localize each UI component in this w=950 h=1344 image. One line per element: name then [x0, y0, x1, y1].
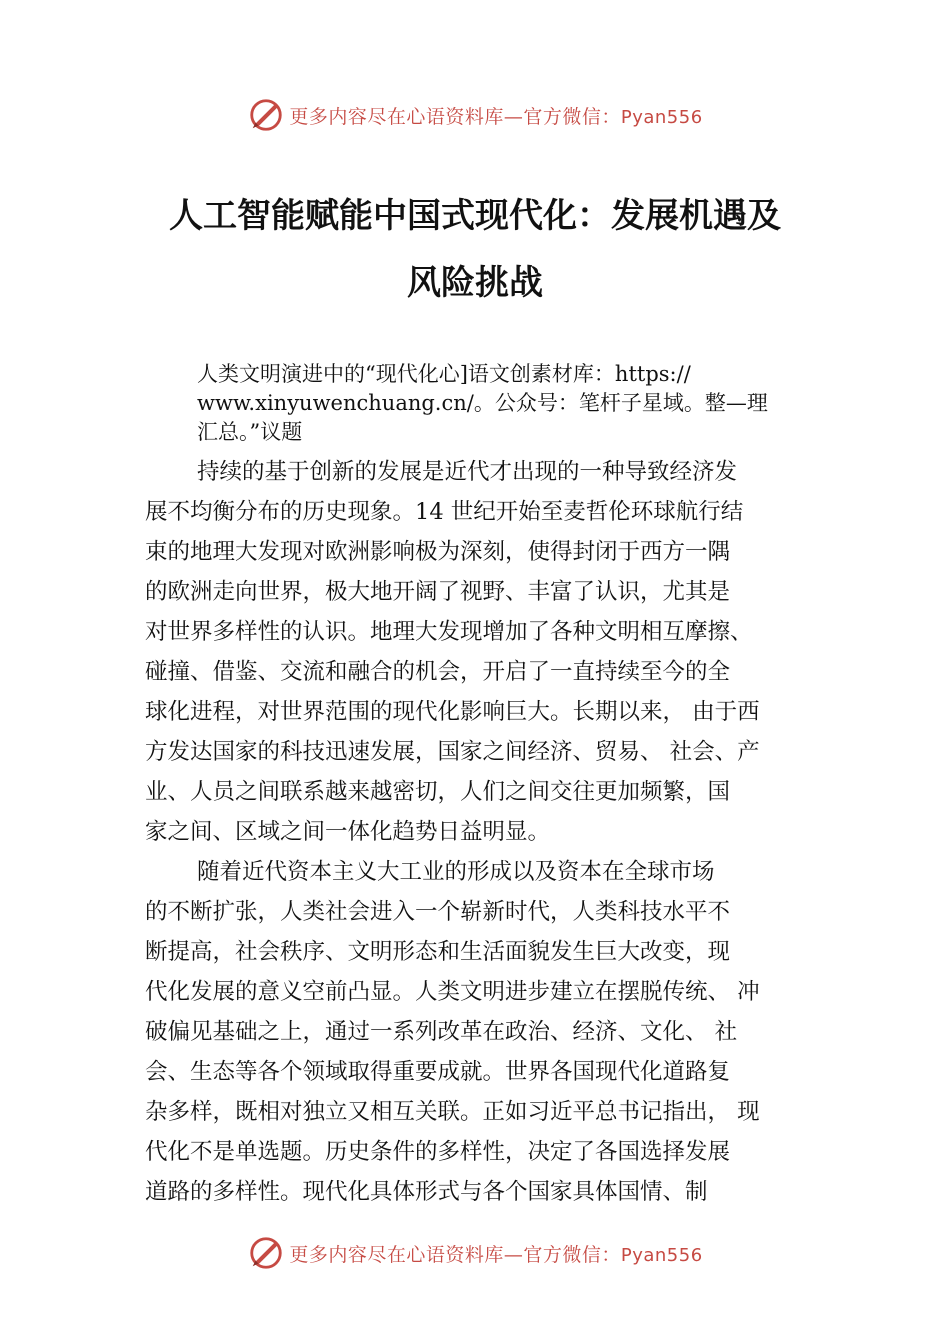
text-line: 束的地理大发现对欧洲影响极为深刻，使得封闭于西方一隅 [145, 539, 731, 565]
paragraph-1 [145, 452, 825, 852]
document-title-line1: 人工智能赋能中国式现代化：发展机遇及 [169, 196, 781, 236]
intro-line: 人类文明演进中的“现代化心]语文创素材库：https:// [197, 362, 691, 386]
pen-logo-icon [247, 1234, 285, 1272]
text-line: 会、生态等各个领域取得重要成就。世界各国现代化道路复 [145, 1059, 731, 1085]
banner-text: 更多内容尽在心语资料库—官方微信：Pyan556 [289, 105, 703, 128]
document-title-line2: 风险挑战 [407, 263, 543, 303]
text-line: 业、人员之间联系越来越密切，人们之间交往更加频繁，国 [145, 779, 731, 805]
text-line: 道路的多样性。现代化具体形式与各个国家具体国情、制 [145, 1179, 708, 1205]
paragraph-2 [145, 852, 825, 1212]
banner-text: 更多内容尽在心语资料库—官方微信：Pyan556 [289, 1243, 703, 1266]
text-line: 的不断扩张，人类社会进入一个崭新时代，人类科技水平不 [145, 899, 731, 925]
intro-line: www.xinyuwenchuang.cn/。公众号：笔杆子星域。整—理 [197, 391, 768, 415]
intro-block [197, 360, 837, 447]
header-banner [0, 95, 950, 135]
text-line: 方发达国家的科技迅速发展，国家之间经济、贸易、 社会、产 [145, 739, 760, 765]
footer-banner [0, 1233, 950, 1273]
text-line: 持续的基于创新的发展是近代才出现的一种导致经济发 [197, 459, 738, 485]
text-line: 家之间、区域之间一体化趋势日益明显。 [145, 819, 551, 845]
text-line: 对世界多样性的认识。地理大发现增加了各种文明相互摩擦、 [145, 619, 753, 645]
text-line: 代化发展的意义空前凸显。人类文明进步建立在摆脱传统、 冲 [145, 979, 760, 1005]
text-line: 破偏见基础之上，通过一系列改革在政治、经济、文化、 社 [145, 1019, 738, 1045]
text-line: 随着近代资本主义大工业的形成以及资本在全球市场 [197, 859, 715, 885]
text-line: 断提高，社会秩序、文明形态和生活面貌发生巨大改变，现 [145, 939, 731, 965]
text-line: 碰撞、借鉴、交流和融合的机会，开启了一直持续至今的全 [145, 659, 731, 685]
text-line: 球化进程，对世界范围的现代化影响巨大。长期以来， 由于西 [145, 699, 760, 725]
text-line: 的欧洲走向世界，极大地开阔了视野、丰富了认识，尤其是 [145, 579, 731, 605]
text-line: 展不均衡分布的历史现象。14 世纪开始至麦哲伦环球航行结 [145, 499, 744, 525]
pen-logo-icon [247, 96, 285, 134]
intro-line: 汇总。”议题 [197, 420, 303, 444]
text-line: 代化不是单选题。历史条件的多样性，决定了各国选择发展 [145, 1139, 731, 1165]
text-line: 杂多样，既相对独立又相互关联。正如习近平总书记指出， 现 [145, 1099, 760, 1125]
